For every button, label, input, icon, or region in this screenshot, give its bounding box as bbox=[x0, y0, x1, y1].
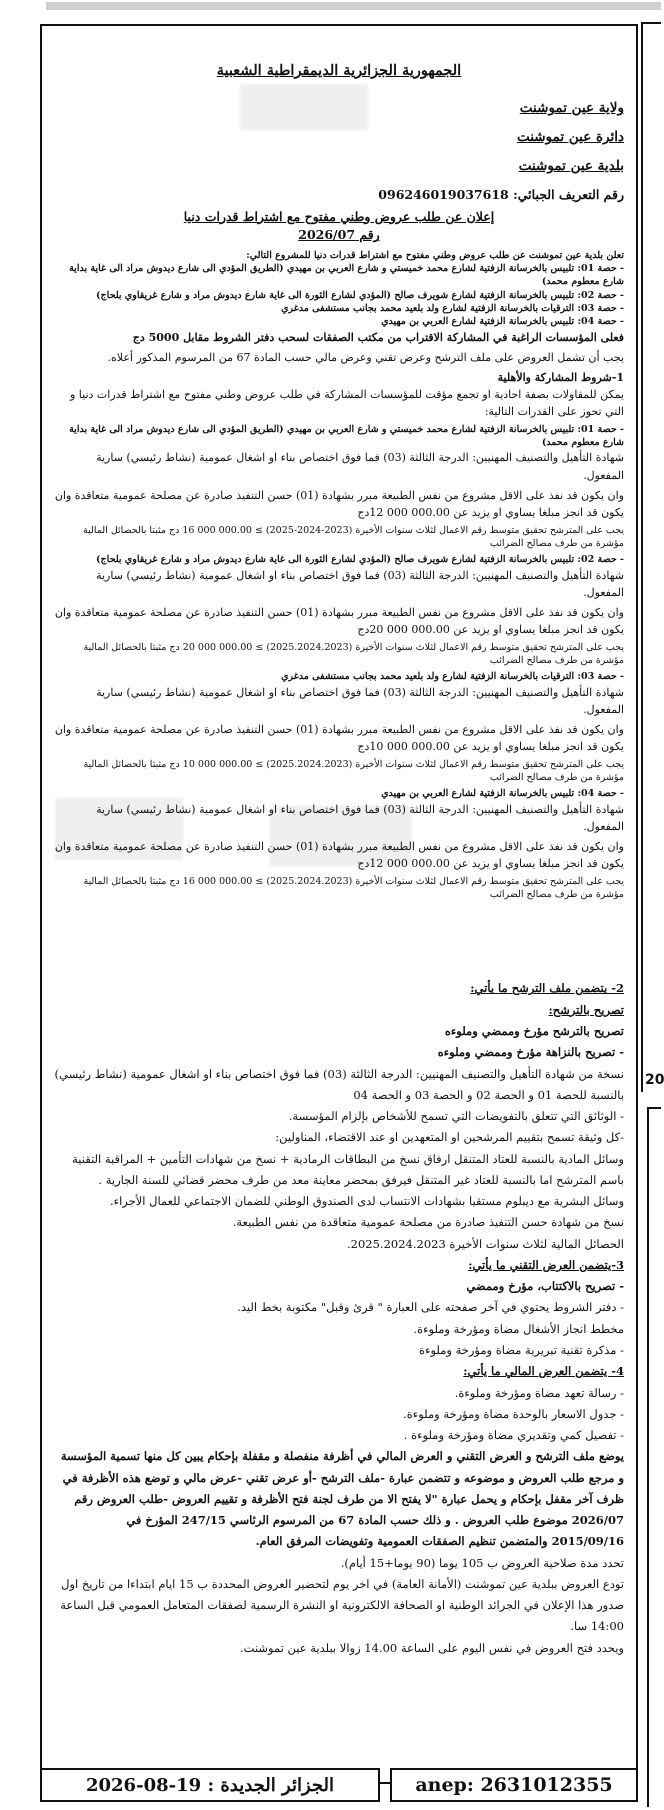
daira-label: دائرة عين تموشنت bbox=[516, 129, 624, 146]
intro-deposit: يجب أن تشمل العروض على ملف الترشح وعرض تقني وعرض مالي حسب المادة 67 من المرسوم المذكور أعلاه. bbox=[107, 350, 624, 364]
section2-item: وسائل المادية بالنسبة للعتاد المتنقل ارفاق نسخ من البطاقات الرمادية + نسخ من شهادات التأمين + المراقبة التقنية باسم المترشح اما بالنسبة للعتاد غير المتنقل فيرفق بمحضر معاينة معد من طرف محضر قضائي للسنة الجارية . bbox=[72, 1151, 624, 1187]
section4-item: - جدول الاسعار بالوحدة مضاة ومؤرخة وملوءة. bbox=[403, 1406, 624, 1421]
section4-item: - تفصيل كمي وتقديري مضاة ومؤرخة وملوءة . bbox=[403, 1428, 624, 1443]
lot2-cert: شهادة التأهيل والتصنيف المهنيين: الدرجة الثالثة (03) فما فوق اختصاص بناء او اشغال عمومية (نشاط رئيسي) سارية المفعول. bbox=[96, 568, 624, 599]
lot2-financial: يجب على المترشح تحقيق متوسط رقم الاعمال لثلاث سنوات الأخيرة (2025.2024.2023) ≥ 000.00 000 20 دج مثبتا بالحصائل المالية مؤشرة من طرف مصالح الضرائب bbox=[83, 641, 624, 667]
section4-item: - رسالة تعهد مضاة ومؤرخة وملوءة. bbox=[454, 1385, 624, 1400]
lot1-cert: شهادة التأهيل والتصنيف المهنيين: الدرجة الثالثة (03) فما فوق اختصاص بناء او اشغال عمومية (نشاط رئيسي) سارية المفعول. bbox=[96, 451, 624, 482]
footer-bar bbox=[40, 1768, 638, 1802]
section2-item: الحصائل المالية لثلاث سنوات الأخيرة 2025.2024.2023. bbox=[347, 1236, 624, 1251]
announcement-number: رقم 2026/07 bbox=[298, 227, 380, 243]
section1-text: يمكن للمقاولات بصفة احادية او تجمع مؤقت للمؤسسات المشاركة في طلب عروض وطني مفتوح مع اشتراط قدرات دنيا و التي تحوز على القدرات التالية: bbox=[70, 387, 624, 418]
section2-item: وسائل البشرية مع ديبلوم مستقيا بشهادات الانتساب لدى الصندوق الوطني للضمان الاجتماعي للعمال الأجراء. bbox=[110, 1194, 624, 1209]
lot1-financial: يجب على المترشح تحقيق متوسط رقم الاعمال لثلاث سنوات الأخيرة (2023-2024-2025) ≥ 000.00 000 16 دج مثبتا بالحصائل المالية مؤشرة من طرف مصالح الضرائب bbox=[83, 524, 624, 549]
section4-heading: 4- يتضمن العرض المالي ما يأتي: bbox=[463, 1364, 624, 1379]
section3-item: مخطط انجاز الأشغال مضاة ومؤرخة وملوءة. bbox=[413, 1321, 624, 1336]
lot4-cert: شهادة التأهيل والتصنيف المهنيين: الدرجة الثالثة (03) فما فوق اختصاص بناء او اشغال عمومية (نشاط رئيسي) سارية المفعول. bbox=[96, 802, 624, 833]
lot3-reference: وان يكون قد نفذ على الاقل مشروع من نفس الطبيعة مبرر بشهادة (01) حسن التنفيذ صادرة عن مصلحة عمومية متعاقدة وان يكون قد انجز مبلغا يساوي او يزيد عن 000.00 000 10دج bbox=[54, 722, 624, 753]
section3-item: - مذكرة تقنية تبريرية مضاة ومؤرخة وملوءة bbox=[419, 1343, 624, 1357]
lot3-title: - حصة 03: الترقيات بالخرسانة الزفتية لشارع ولد بلعيد محمد بجانب مستشفى مدغري bbox=[281, 671, 624, 683]
anep-reference: anep: 2631012355 bbox=[390, 1768, 638, 1802]
intro-lot-1: - حصة 01: تلبيس بالخرسانة الزفتية لشارع محمد خميستي و شارع العربي بن مهيدي (الطريق المؤدي الى شارع ديدوش مراد الى غاية بداية شارع معطوم محمد) bbox=[69, 263, 624, 288]
lot3-cert: شهادة التأهيل والتصنيف المهنيين: الدرجة الثالثة (03) فما فوق اختصاص بناء او اشغال عمومية (نشاط رئيسي) سارية المفعول. bbox=[96, 685, 624, 716]
closing-validity: تحدد مدة صلاحية العروض ب 105 يوما (90 يوما+15 أيام). bbox=[340, 1555, 624, 1570]
announcement-title: إعلان عن طلب عروض وطني مفتوح مع اشتراط قدرات دنيا bbox=[183, 208, 495, 224]
section2-item: نسخ من شهادة حسن التنفيذ صادرة من مصلحة عمومية متعاقدة من نفس الطبيعة. bbox=[232, 1215, 624, 1230]
closing-envelopes: يوضع ملف الترشح و العرض التقني و العرض المالي في أظرفة منفصلة و مقفلة بإحكام يبين كل منها تسمية المؤسسة و مرجع طلب العروض و موضوعه و تتضمن عبارة -ملف الترشح -أو عرض تقني -عرض مالي و توضع هذه الأظرفة في ظرف آخر مقفل بإحكام و يحمل عبارة "لا يفتح الا من طرف لجنة فتح الأظرفة و تقييم العروض -طلب العروض رقم 2026/07 موضوع طلب العروض . و ذلك حسب المادة 67 من المرسوم الرئاسي 247/15 المؤرخ في 2015/09/16 والمتضمن تنظيم الصفقات العمومية وتفويضات المرفق العام. bbox=[60, 1449, 624, 1549]
intro-invite: فعلى المؤسسات الراغبة في المشاركة الاقتراب من مكتب الصفقات لسحب دفتر الشروط مقابل 5000 دج bbox=[132, 330, 624, 344]
tax-id: رقم التعريف الجبائي: 096246019037618 bbox=[378, 187, 624, 203]
commune-label: بلدية عين تموشنت bbox=[518, 158, 624, 175]
lot4-financial: يجب على المترشح تحقيق متوسط رقم الاعمال لثلاث سنوات الأخيرة (2025.2024.2023) ≥ 000.00 000 16 دج مثبتا بالحصائل المالية مؤشرة من طرف مصالح الضرائب bbox=[83, 875, 624, 901]
lot4-title: - حصة 04: تلبيس بالخرسانة الزفتية لشارع العربي بن مهيدي bbox=[381, 788, 624, 800]
intro-lot-4: - حصة 04: تلبيس بالخرسانة الزفتية لشارع العربي بن مهيدي bbox=[381, 316, 624, 328]
lot2-title: - حصة 02: تلبيس بالخرسانة الزفتية لشارع شويرف صالح (المؤدي لشارع الثورة الى غاية شارع ديدوش مراد و شارع غريقاوي بلحاج) bbox=[96, 554, 624, 566]
adjacent-ad-top bbox=[641, 22, 664, 1092]
lot3-financial: يجب على المترشح تحقيق متوسط رقم الاعمال لثلاث سنوات الأخيرة (2025.2024.2023) ≥ 000.00 000 10 دج مثبتا بالحصائل المالية مؤشرة من طرف مصالح الضرائب bbox=[83, 758, 624, 784]
newspaper-date: الجزائر الجديدة : 19-08-2026 bbox=[40, 1768, 380, 1802]
intro-lead: تعلن بلدية عين تموشنت عن طلب عروض وطني مفتوح مع اشتراط قدرات دنيا للمشروع التالي: bbox=[246, 249, 624, 261]
section2-item: تصريح بالترشح مؤرخ وممضي وملوءه bbox=[444, 1024, 624, 1039]
republic-title: الجمهورية الجزائرية الديمقراطية الشعبية bbox=[216, 62, 462, 79]
intro-lot-3: - حصة 03: الترقيات بالخرسانة الزفتية لشارع ولد بلعيد محمد بجانب مستشفى مدغري bbox=[281, 303, 624, 315]
adjacent-ad-bottom bbox=[647, 1107, 661, 1807]
lot1-reference: وان يكون قد نفذ على الاقل مشروع من نفس الطبيعة مبرر بشهادة (01) حسن التنفيذ صادرة عن مصلحة عمومية متعاقدة وان يكون قد انجز مبلغا يساوي او يزيد عن 000.00 000 12دج bbox=[54, 488, 624, 519]
section3-heading: 3-يتضمن العرض التقني ما يأتي: bbox=[468, 1257, 624, 1272]
adjacent-text-fragment: 20 bbox=[645, 1072, 664, 1088]
lot4-reference: وان يكون قد نفذ على الاقل مشروع من نفس الطبيعة مبرر بشهادة (01) حسن التنفيذ صادرة عن مصلحة عمومية متعاقدة وان يكون قد انجز مبلغا يساوي او يزيد عن 000.00 000 12دج bbox=[54, 839, 624, 870]
announcement-frame bbox=[40, 24, 638, 1784]
section2-item: - الوثائق التي تتعلق بالتفويضات التي تسمح للأشخاص بإلزام المؤسسة. bbox=[288, 1109, 624, 1124]
section2-item: نسخة من شهادة التأهيل والتصنيف المهنيين: الدرجة الثالثة (03) فما فوق اختصاص بناء او اشغال عمومية (نشاط رئيسي) بالنسبة للحصة 01 و الحصة 02 و الحصة 03 و الحصة 04 bbox=[54, 1066, 624, 1102]
wilaya-label: ولاية عين تموشنت bbox=[519, 100, 624, 117]
section3-item: - دفتر الشروط يحتوي في آخر صفحته على العبارة " قرئ وقبل" مكتوبة بخط اليد. bbox=[237, 1300, 624, 1315]
section2-item: -كل وثيقة تسمح بتقييم المرشحين او المتعهدين او عند الاقتضاء، المناولين: bbox=[275, 1130, 624, 1145]
announcement-body bbox=[54, 60, 624, 1659]
intro-lot-2: - حصة 02: تلبيس بالخرسانة الزفتية لشارع شويرف صالح (المؤدي لشارع الثورة الى غاية شارع ديدوش مراد و شارع غريقاوي بلحاج) bbox=[96, 289, 624, 301]
adjacent-page-strip bbox=[641, 22, 664, 1810]
lot2-reference: وان يكون قد نفذ على الاقل مشروع من نفس الطبيعة مبرر بشهادة (01) حسن التنفيذ صادرة عن مصلحة عمومية متعاقدة وان يكون قد انجز مبلغا يساوي او يزيد عن 000.00 000 20دج bbox=[54, 605, 624, 636]
lot1-title: - حصة 01: تلبيس بالخرسانة الزفتية لشارع محمد خميستي و شارع العربي بن مهيدي (الطريق المؤدي الى شارع ديدوش مراد الى غاية بداية شارع معطوم محمد) bbox=[69, 423, 624, 449]
closing-deposit: تودع العروض ببلدية عين تموشنت (الأمانة العامة) في اخر يوم لتحضير العروض المحددة ب 15 ايام ابتداءا من تاريخ اول صدور هذا الإعلان في الجرائد الوطنية او الصحافة الالكترونية او النشرة الرسمية لصفقات المتعامل العمومي قبل الساعة 14:00 سا. bbox=[60, 1576, 624, 1634]
section2-heading: 2- يتضمن ملف الترشح ما يأتي: bbox=[470, 981, 624, 996]
closing-opening: ويحدد فتح العروض في نفس اليوم على الساعة 14.00 زوالا ببلدية عين تموشنت. bbox=[240, 1640, 624, 1655]
section2-subheading: تصريح بالترشح: bbox=[548, 1002, 624, 1017]
section1-heading: 1-شروط المشاركة والأهلية bbox=[497, 370, 624, 384]
section3-item: - تصريح بالاكتتاب، مؤرخ وممضي bbox=[466, 1279, 624, 1294]
top-band bbox=[46, 2, 661, 10]
candidacy-section bbox=[54, 978, 624, 1659]
section2-item: - تصريح بالنزاهة مؤرخ وممضي وملوءه bbox=[437, 1045, 624, 1060]
